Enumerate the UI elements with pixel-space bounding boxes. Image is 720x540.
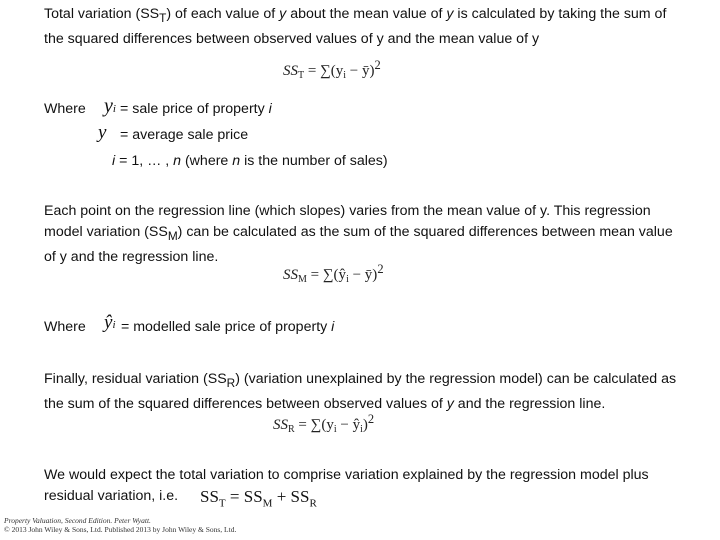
conc-eq-c-sub: R xyxy=(309,497,317,510)
intro-sub-t: T xyxy=(159,10,167,25)
residual-text-2: ) (variation unexplained by the regression model) can be calculated as the sum of the squared differences between observed values of xyxy=(44,371,677,412)
yi-definition xyxy=(120,101,272,117)
ssr-rhs-end: ) xyxy=(362,417,368,433)
residual-paragraph xyxy=(44,369,684,415)
sst-rhs: = ∑(y xyxy=(307,63,344,79)
equation-ssm xyxy=(283,262,384,285)
intro-text-2: ) of each value of xyxy=(166,6,280,22)
intro-y-1: y xyxy=(279,6,287,22)
conc-eq-a: SS xyxy=(200,487,219,506)
index-n2: n xyxy=(232,153,241,169)
intro-text-3: about the mean value of xyxy=(286,6,447,22)
sst-rhs-end: − ȳ) xyxy=(346,63,375,79)
regression-text-1: Each point on the regression line (which slopes) varies from the mean value of y. This regression model variation (SS xyxy=(44,203,651,240)
conc-eq-c: + SS xyxy=(272,487,310,506)
ssm-rhs: = ∑(ŷ xyxy=(310,267,347,283)
copyright-footer xyxy=(4,516,236,534)
footer-line-1: Property Valuation, Second Edition. Peter Wyatt. xyxy=(4,516,151,525)
where-label-2 xyxy=(44,319,86,335)
intro-paragraph xyxy=(44,4,684,50)
ssm-lhs: SS xyxy=(283,267,298,283)
intro-y-2: y xyxy=(446,6,454,22)
equation-ssr xyxy=(273,412,374,435)
index-text: = 1, … , xyxy=(115,153,174,169)
ybar-def-text: = average sale price xyxy=(120,127,249,143)
conc-eq-b-sub: M xyxy=(262,497,273,510)
ssm-lhs-sub: M xyxy=(298,274,307,285)
regression-sub-m: M xyxy=(167,228,178,243)
intro-text-1: Total variation (SS xyxy=(44,6,160,22)
ssr-rhs-sub: i xyxy=(333,424,337,435)
ssm-sup: 2 xyxy=(377,262,384,276)
index-paren: (where xyxy=(181,153,233,169)
ssr-lhs-sub: R xyxy=(288,424,295,435)
conclusion-equation xyxy=(200,487,317,509)
index-i: i xyxy=(112,153,116,169)
residual-text-3: and the regression line. xyxy=(453,395,606,412)
yhat-definition xyxy=(121,319,334,335)
index-definition xyxy=(112,153,388,169)
equation-sst xyxy=(283,58,381,81)
yi-def-text: = sale price of property xyxy=(120,101,269,117)
ssm-rhs-end: − ȳ) xyxy=(348,267,378,283)
ybar-symbol: y xyxy=(98,122,107,143)
index-n: n xyxy=(173,153,182,169)
where-label-text: Where xyxy=(44,101,86,117)
conc-eq-b: = SS xyxy=(225,487,263,506)
ssr-rhs-sub2: i xyxy=(360,424,363,435)
where-label-1 xyxy=(44,101,86,117)
yi-symbol: yi xyxy=(104,95,116,117)
yi-def-i: i xyxy=(268,101,272,117)
ssr-sup: 2 xyxy=(367,412,375,426)
ssr-rhs: = ∑(y xyxy=(298,417,334,433)
sst-rhs-sub: i xyxy=(343,70,347,81)
ssr-rhs-mid: − ŷ xyxy=(336,417,361,433)
yhat-def-text: = modelled sale price of property xyxy=(121,319,332,335)
intro-text-4: is calculated by taking the sum of the squared differences between observed values of y and the mean value of y xyxy=(44,6,667,47)
sst-sup: 2 xyxy=(374,58,381,72)
conc-eq-a-sub: T xyxy=(218,497,226,510)
ybar-definition xyxy=(120,127,248,143)
residual-text-1: Finally, residual variation (SS xyxy=(44,371,227,387)
yhat-def-i: i xyxy=(331,319,335,335)
footer-line-2: © 2013 John Wiley & Sons, Ltd. Published 2013 by John Wiley & Sons, Ltd. xyxy=(4,525,237,534)
conclusion-text: We would expect the total variation to comprise variation explained by the regression model plus residual variation, i.e. xyxy=(44,467,649,504)
ssm-rhs-sub: i xyxy=(346,274,349,285)
residual-sub-r: R xyxy=(226,375,236,390)
sst-lhs-sub: T xyxy=(298,70,305,81)
residual-y: y xyxy=(446,395,454,412)
ssr-lhs: SS xyxy=(273,417,288,433)
where2-label-text: Where xyxy=(44,319,86,335)
index-end: is the number of sales) xyxy=(240,153,388,169)
regression-paragraph xyxy=(44,201,684,268)
yhat-symbol: ŷi xyxy=(104,312,116,333)
regression-text-2: ) can be calculated as the sum of the squared differences between mean value of y and the regression line. xyxy=(44,224,673,265)
conclusion-paragraph xyxy=(44,465,694,510)
sst-lhs: SS xyxy=(283,63,298,79)
